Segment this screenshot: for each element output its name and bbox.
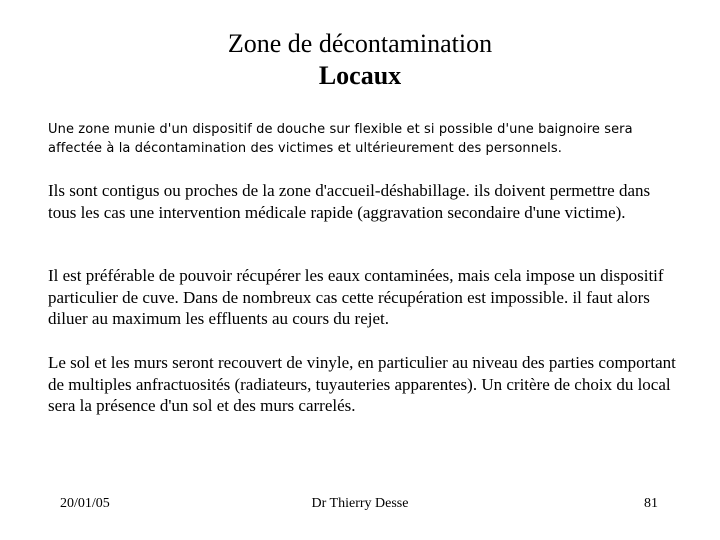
paragraph-proximity: Ils sont contigus ou proches de la zone d'accueil-déshabillage. ils doivent permettre dans tous les cas une intervention médicale rapide (aggravation secondaire d'une victime).: [48, 181, 651, 222]
intro-paragraph: Une zone munie d'un dispositif de douche sur flexible et si possible d'une baignoire sera affectée à la décontamination des victimes et ultérieurement des personnels.: [48, 122, 633, 156]
paragraph-floor-walls: Le sol et les murs seront recouvert de vinyle, en particulier au niveau des parties comportant de multiples anfractuosités (radiateurs, tuyauteries apparentes). Un critère de choix du local sera la présence d'un sol et des murs carrelés.: [48, 353, 676, 415]
slide-title: Zone de décontamination: [227, 29, 493, 58]
footer-page-number: 81: [644, 496, 658, 511]
paragraph-water-recovery: Il est préférable de pouvoir récupérer les eaux contaminées, mais cela impose un dispositif particulier de cuve. Dans de nombreux cas cette récupération est impossible. il faut alors diluer au maximum les effluents au cours du rejet.: [48, 266, 664, 328]
slide-subtitle: Locaux: [318, 61, 402, 90]
footer-author: Dr Thierry Desse: [311, 496, 409, 511]
slide-title-block: [0, 28, 720, 92]
footer-date: 20/01/05: [60, 496, 110, 511]
